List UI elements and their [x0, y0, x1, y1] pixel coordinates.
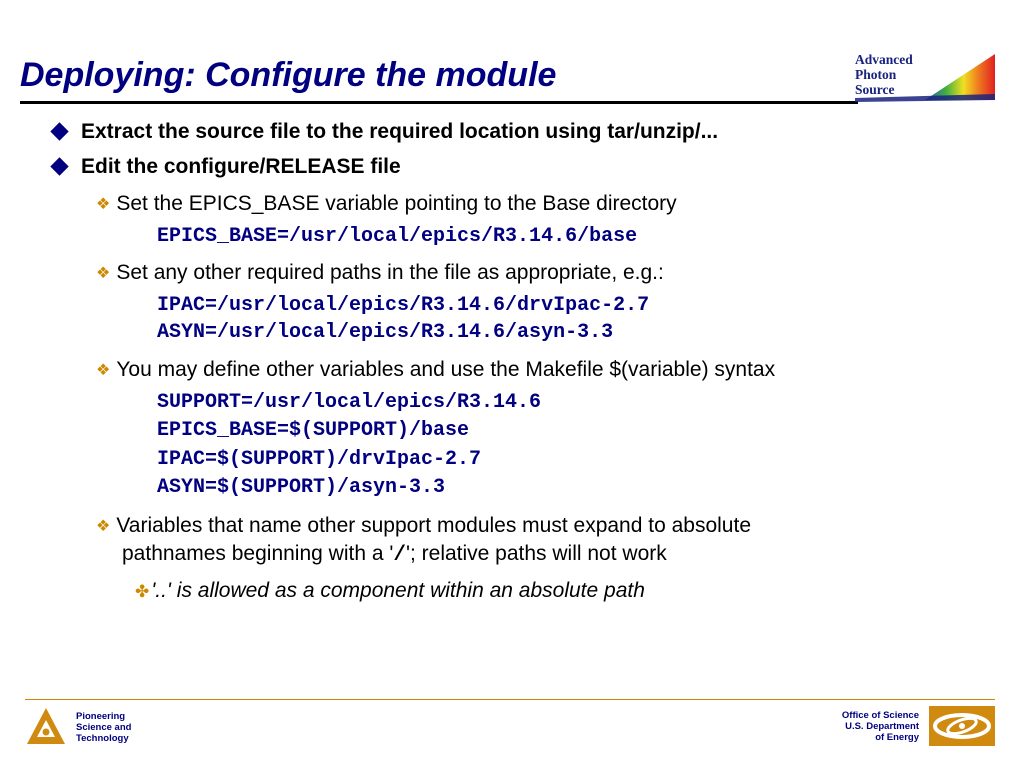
code-line: SUPPORT=/usr/local/epics/R3.14.6 [157, 391, 542, 414]
sub-bullet-text: Set any other required paths in the file as appropriate, e.g.: [116, 261, 664, 284]
clover-bullet-icon: ❖ [96, 518, 111, 535]
sub-bullet-absolute-paths [96, 512, 936, 569]
sub-bullet-text-continued [96, 540, 936, 569]
bullet-text: Extract the source file to the required location using tar/unzip/... [81, 120, 719, 143]
footer-left-line: Science and [76, 722, 132, 733]
sub-bullet-epics-base [96, 191, 677, 218]
footer-left-line: Technology [76, 733, 129, 744]
sub-bullet-other-paths [96, 260, 664, 287]
footer-right-line: of Energy [875, 732, 919, 743]
logo-text-photon: Photon [855, 67, 897, 82]
doe-logo-icon [929, 706, 995, 746]
footer-right-text [842, 710, 919, 743]
footer-left-text [76, 711, 131, 744]
bullet-extract [50, 120, 718, 144]
sub-bullet-text: Variables that name other support modules must expand to absolute [116, 514, 751, 537]
footer-right-line: U.S. Department [845, 721, 919, 732]
argonne-logo-icon [25, 706, 67, 746]
diamond-bullet-icon [50, 157, 68, 175]
footer-left-line: Pioneering [76, 711, 126, 722]
clover-bullet-icon: ❖ [96, 362, 111, 379]
clover-bullet-icon: ❖ [96, 265, 111, 282]
sub-sub-bullet-dotdot [135, 579, 645, 603]
code-line: IPAC=$(SUPPORT)/drvIpac-2.7 [157, 448, 482, 471]
logo-text-advanced: Advanced [855, 52, 913, 67]
text-part: pathnames beginning with a ' [122, 542, 394, 565]
code-line: IPAC=/usr/local/epics/R3.14.6/drvIpac-2.7 [157, 294, 650, 317]
text-part: '; relative paths will not work [405, 542, 667, 565]
diamond-bullet-icon [50, 122, 68, 140]
logo-text-source: Source [855, 82, 895, 97]
cross-bullet-icon: ✤ [135, 582, 150, 601]
footer-right-line: Office of Science [841, 710, 919, 721]
footer-divider [25, 699, 995, 700]
slide-title: Deploying: Configure the module [20, 56, 557, 94]
sub-bullet-text: Set the EPICS_BASE variable pointing to the Base directory [116, 192, 677, 215]
bullet-edit [50, 155, 401, 179]
sub-bullet-text: You may define other variables and use the Makefile $(variable) syntax [116, 358, 776, 381]
code-line: ASYN=/usr/local/epics/R3.14.6/asyn-3.3 [157, 321, 614, 344]
code-line: EPICS_BASE=$(SUPPORT)/base [157, 419, 470, 442]
sub-bullet-define-variables [96, 357, 775, 384]
bullet-text: Edit the configure/RELEASE file [81, 155, 401, 178]
code-line: EPICS_BASE=/usr/local/epics/R3.14.6/base [157, 225, 638, 248]
inline-code: / [393, 544, 406, 567]
sub-sub-bullet-text: '..' is allowed as a component within an absolute path [151, 579, 645, 602]
code-line: ASYN=$(SUPPORT)/asyn-3.3 [157, 476, 446, 499]
clover-bullet-icon: ❖ [96, 196, 111, 213]
